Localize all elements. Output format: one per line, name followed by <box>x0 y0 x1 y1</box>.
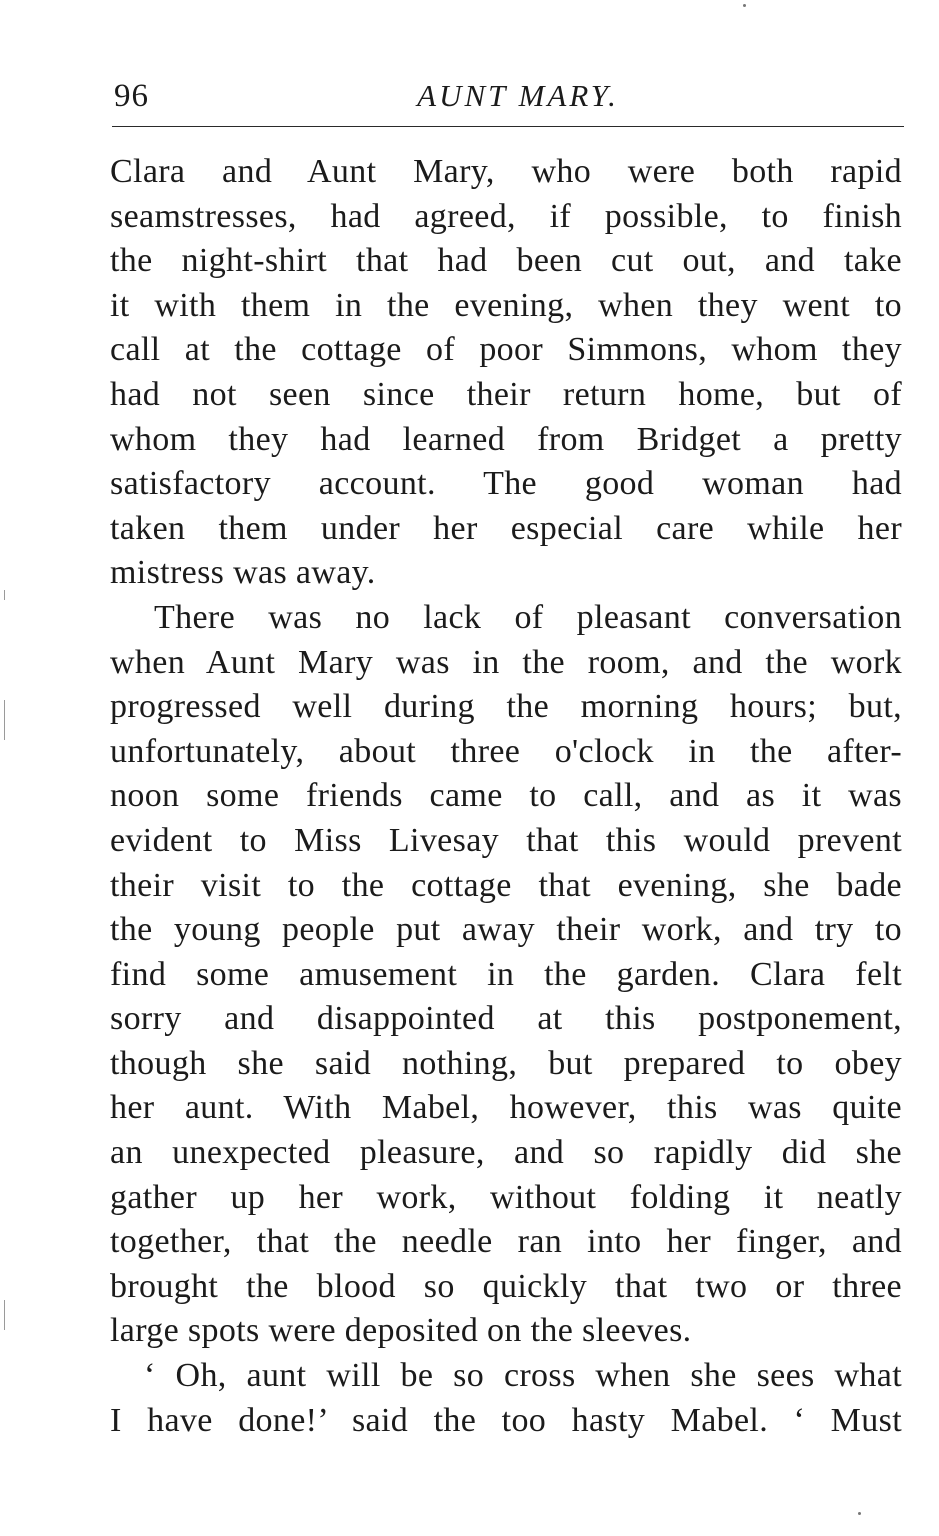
text-line: an unexpected pleasure, and so rapidly did she <box>110 1134 902 1172</box>
text-line: it with them in the evening, when they went to <box>110 286 902 324</box>
text-line: noon some friends came to call, and as it was <box>110 777 902 815</box>
text-line: call at the cottage of poor Simmons, whom they <box>110 331 902 369</box>
running-head <box>110 78 906 122</box>
scan-speck <box>743 4 746 7</box>
body-text <box>110 150 902 1443</box>
header-rule <box>112 126 904 127</box>
scan-margin-mark <box>4 590 5 600</box>
text-line: when Aunt Mary was in the room, and the work <box>110 643 902 681</box>
running-title: AUNT MARY. <box>417 78 619 113</box>
text-line: evident to Miss Livesay that this would prevent <box>110 821 902 859</box>
text-line: together, that the needle ran into her finger, and <box>110 1223 902 1261</box>
text-line: ‘ Oh, aunt will be so cross when she sees what <box>144 1357 902 1395</box>
text-line: their visit to the cottage that evening, she bade <box>110 866 902 904</box>
text-line: find some amusement in the garden. Clara felt <box>110 955 902 993</box>
text-line: taken them under her especial care while her <box>110 509 902 547</box>
text-line: unfortunately, about three o'clock in the after- <box>110 732 902 770</box>
text-line: mistress was away. <box>110 554 376 592</box>
page-number: 96 <box>114 78 149 114</box>
text-line: though she said nothing, but prepared to obey <box>110 1044 902 1082</box>
text-line: brought the blood so quickly that two or three <box>110 1267 902 1305</box>
scan-margin-mark <box>4 1300 5 1330</box>
text-line: had not seen since their return home, but of <box>110 375 902 413</box>
text-line: large spots were deposited on the sleeves. <box>110 1312 692 1350</box>
scan-speck <box>858 1512 861 1515</box>
text-line: whom they had learned from Bridget a pretty <box>110 420 902 458</box>
text-line: seamstresses, had agreed, if possible, to finish <box>110 197 902 235</box>
text-line: There was no lack of pleasant conversation <box>154 598 902 636</box>
text-line: I have done!’ said the too hasty Mabel. ‘ Must <box>110 1401 902 1439</box>
text-line: the young people put away their work, and try to <box>110 911 902 949</box>
text-line: her aunt. With Mabel, however, this was quite <box>110 1089 902 1127</box>
text-line: the night-shirt that had been cut out, and take <box>110 242 902 280</box>
scan-margin-mark <box>4 700 5 740</box>
text-line: sorry and disappointed at this postponement, <box>110 1000 902 1038</box>
text-line: satisfactory account. The good woman had <box>110 465 902 503</box>
text-line: progressed well during the morning hours; but, <box>110 688 902 726</box>
text-line: gather up her work, without folding it neatly <box>110 1178 902 1216</box>
text-line: Clara and Aunt Mary, who were both rapid <box>110 153 902 190</box>
